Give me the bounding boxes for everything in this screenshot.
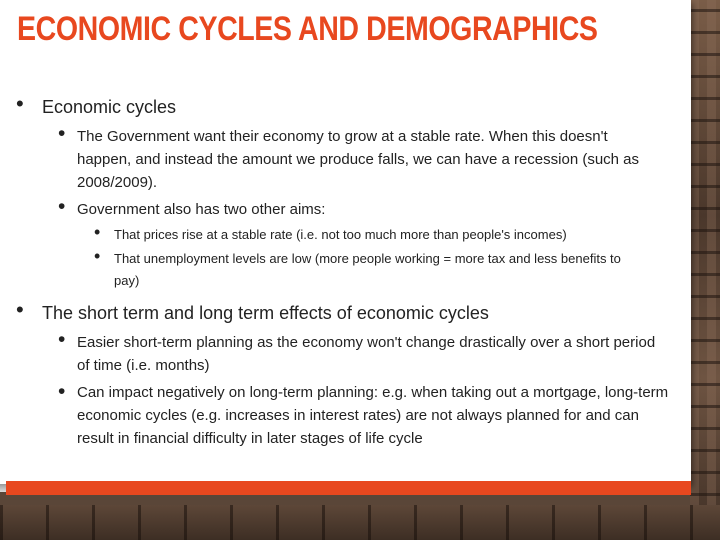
bullet-low-unemployment: That unemployment levels are low (more people working = more tax and less benefits to pay) [114, 251, 621, 288]
bullet-short-term-planning: Easier short-term planning as the economy won't change drastically over a short period of time (i.e. months) [77, 334, 656, 374]
slide-title: ECONOMIC CYCLES AND DEMOGRAPHICS [17, 10, 598, 48]
bullet-dot: • [58, 122, 66, 145]
brick-wall-background [690, 0, 720, 540]
bullet-stable-prices: That prices rise at a stable rate (i.e. not too much more than people's incomes) [114, 227, 567, 242]
bullet-dot: • [58, 328, 66, 351]
bullet-economic-cycles: Economic cycles [42, 97, 177, 117]
bullet-stable-growth: The Government want their economy to grow at a stable rate. When this doesn't happen, and instead the amount we produce falls, we can have a recession (such as 2008/2009). [77, 128, 640, 191]
brick-floor-background [0, 505, 720, 540]
bullet-dot: • [94, 246, 101, 266]
bullet-dot: • [94, 222, 101, 242]
bullet-dot: • [16, 91, 24, 116]
bullet-short-long-effects: The short term and long term effects of economic cycles [42, 303, 489, 323]
accent-bar [6, 481, 691, 495]
bullet-dot: • [58, 380, 66, 403]
bullet-long-term-planning: Can impact negatively on long-term planning: e.g. when taking out a mortgage, long-term economic cycles (e.g. increases in interest rates) are not always planned for and can result in financial difficulty in later stages of life cycle [77, 384, 669, 447]
bullet-dot: • [16, 297, 24, 322]
bullet-other-aims: Government also has two other aims: [77, 201, 326, 218]
bullet-dot: • [58, 195, 66, 218]
